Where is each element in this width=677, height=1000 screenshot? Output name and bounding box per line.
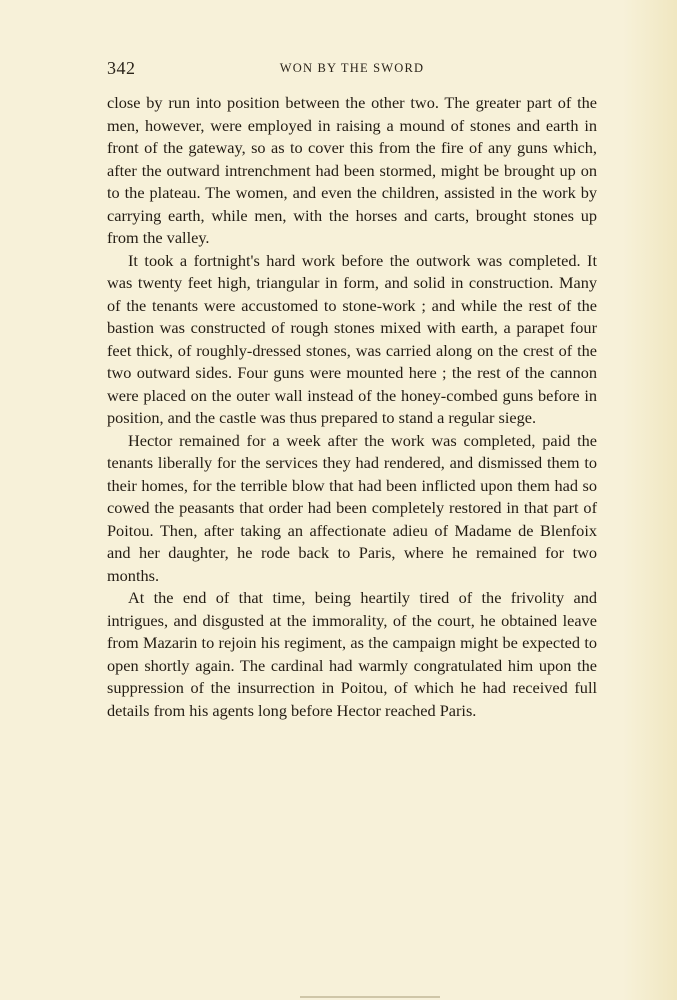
body-text: [107, 92, 597, 722]
paragraph-3: Hector remained for a week after the work was completed, paid the tenants liberally for the services they had rendered, and dismissed them to their homes, for the terrible blow that had been inflicted upon them had so cowed the peasants that order had been completely restored in that part of Poitou. Then, after taking an affectionate adieu of Madame de Blenfoix and her daughter, he rode back to Paris, where he remained for two months.: [107, 430, 597, 585]
paragraph-1: close by run into position between the other two. The greater part of the men, however, were employed in raising a mound of stones and earth in front of the gateway, so as to cover this from the fire of any guns which, after the outward intrenchment had been stormed, might be brought up on to the plateau. The women, and even the children, assisted in the work by carrying earth, while men, with the horses and carts, brought stones up from the valley.: [107, 93, 597, 247]
paragraph-2: It took a fortnight's hard work before the outwork was completed. It was twenty feet high, triangular in form, and solid in construction. Many of the tenants were accustomed to stone-work ; and while the rest of the bastion was constructed of rough stones mixed with earth, a parapet four feet thick, of roughly-dressed stones, was carried along on the crest of the two outward sides. Four guns were mounted here ; the rest of the cannon were placed on the outer wall instead of the honey-combed guns before in position, and the castle was thus prepared to stand a regular siege.: [107, 250, 597, 427]
paragraph-4: At the end of that time, being heartily tired of the frivolity and intrigues, and disgusted at the immorality, of the court, he obtained leave from Mazarin to rejoin his regiment, as the campaign might be expected to open shortly again. The cardinal had warmly congratulated him upon the suppression of the insurrection in Poitou, of which he had received full details from his agents long before Hector reached Paris.: [107, 588, 597, 720]
page-header: [107, 58, 597, 82]
running-title: WON BY THE SWORD: [279, 61, 425, 75]
page-number: 342: [107, 58, 136, 78]
scan-edge-mark: [300, 996, 440, 998]
